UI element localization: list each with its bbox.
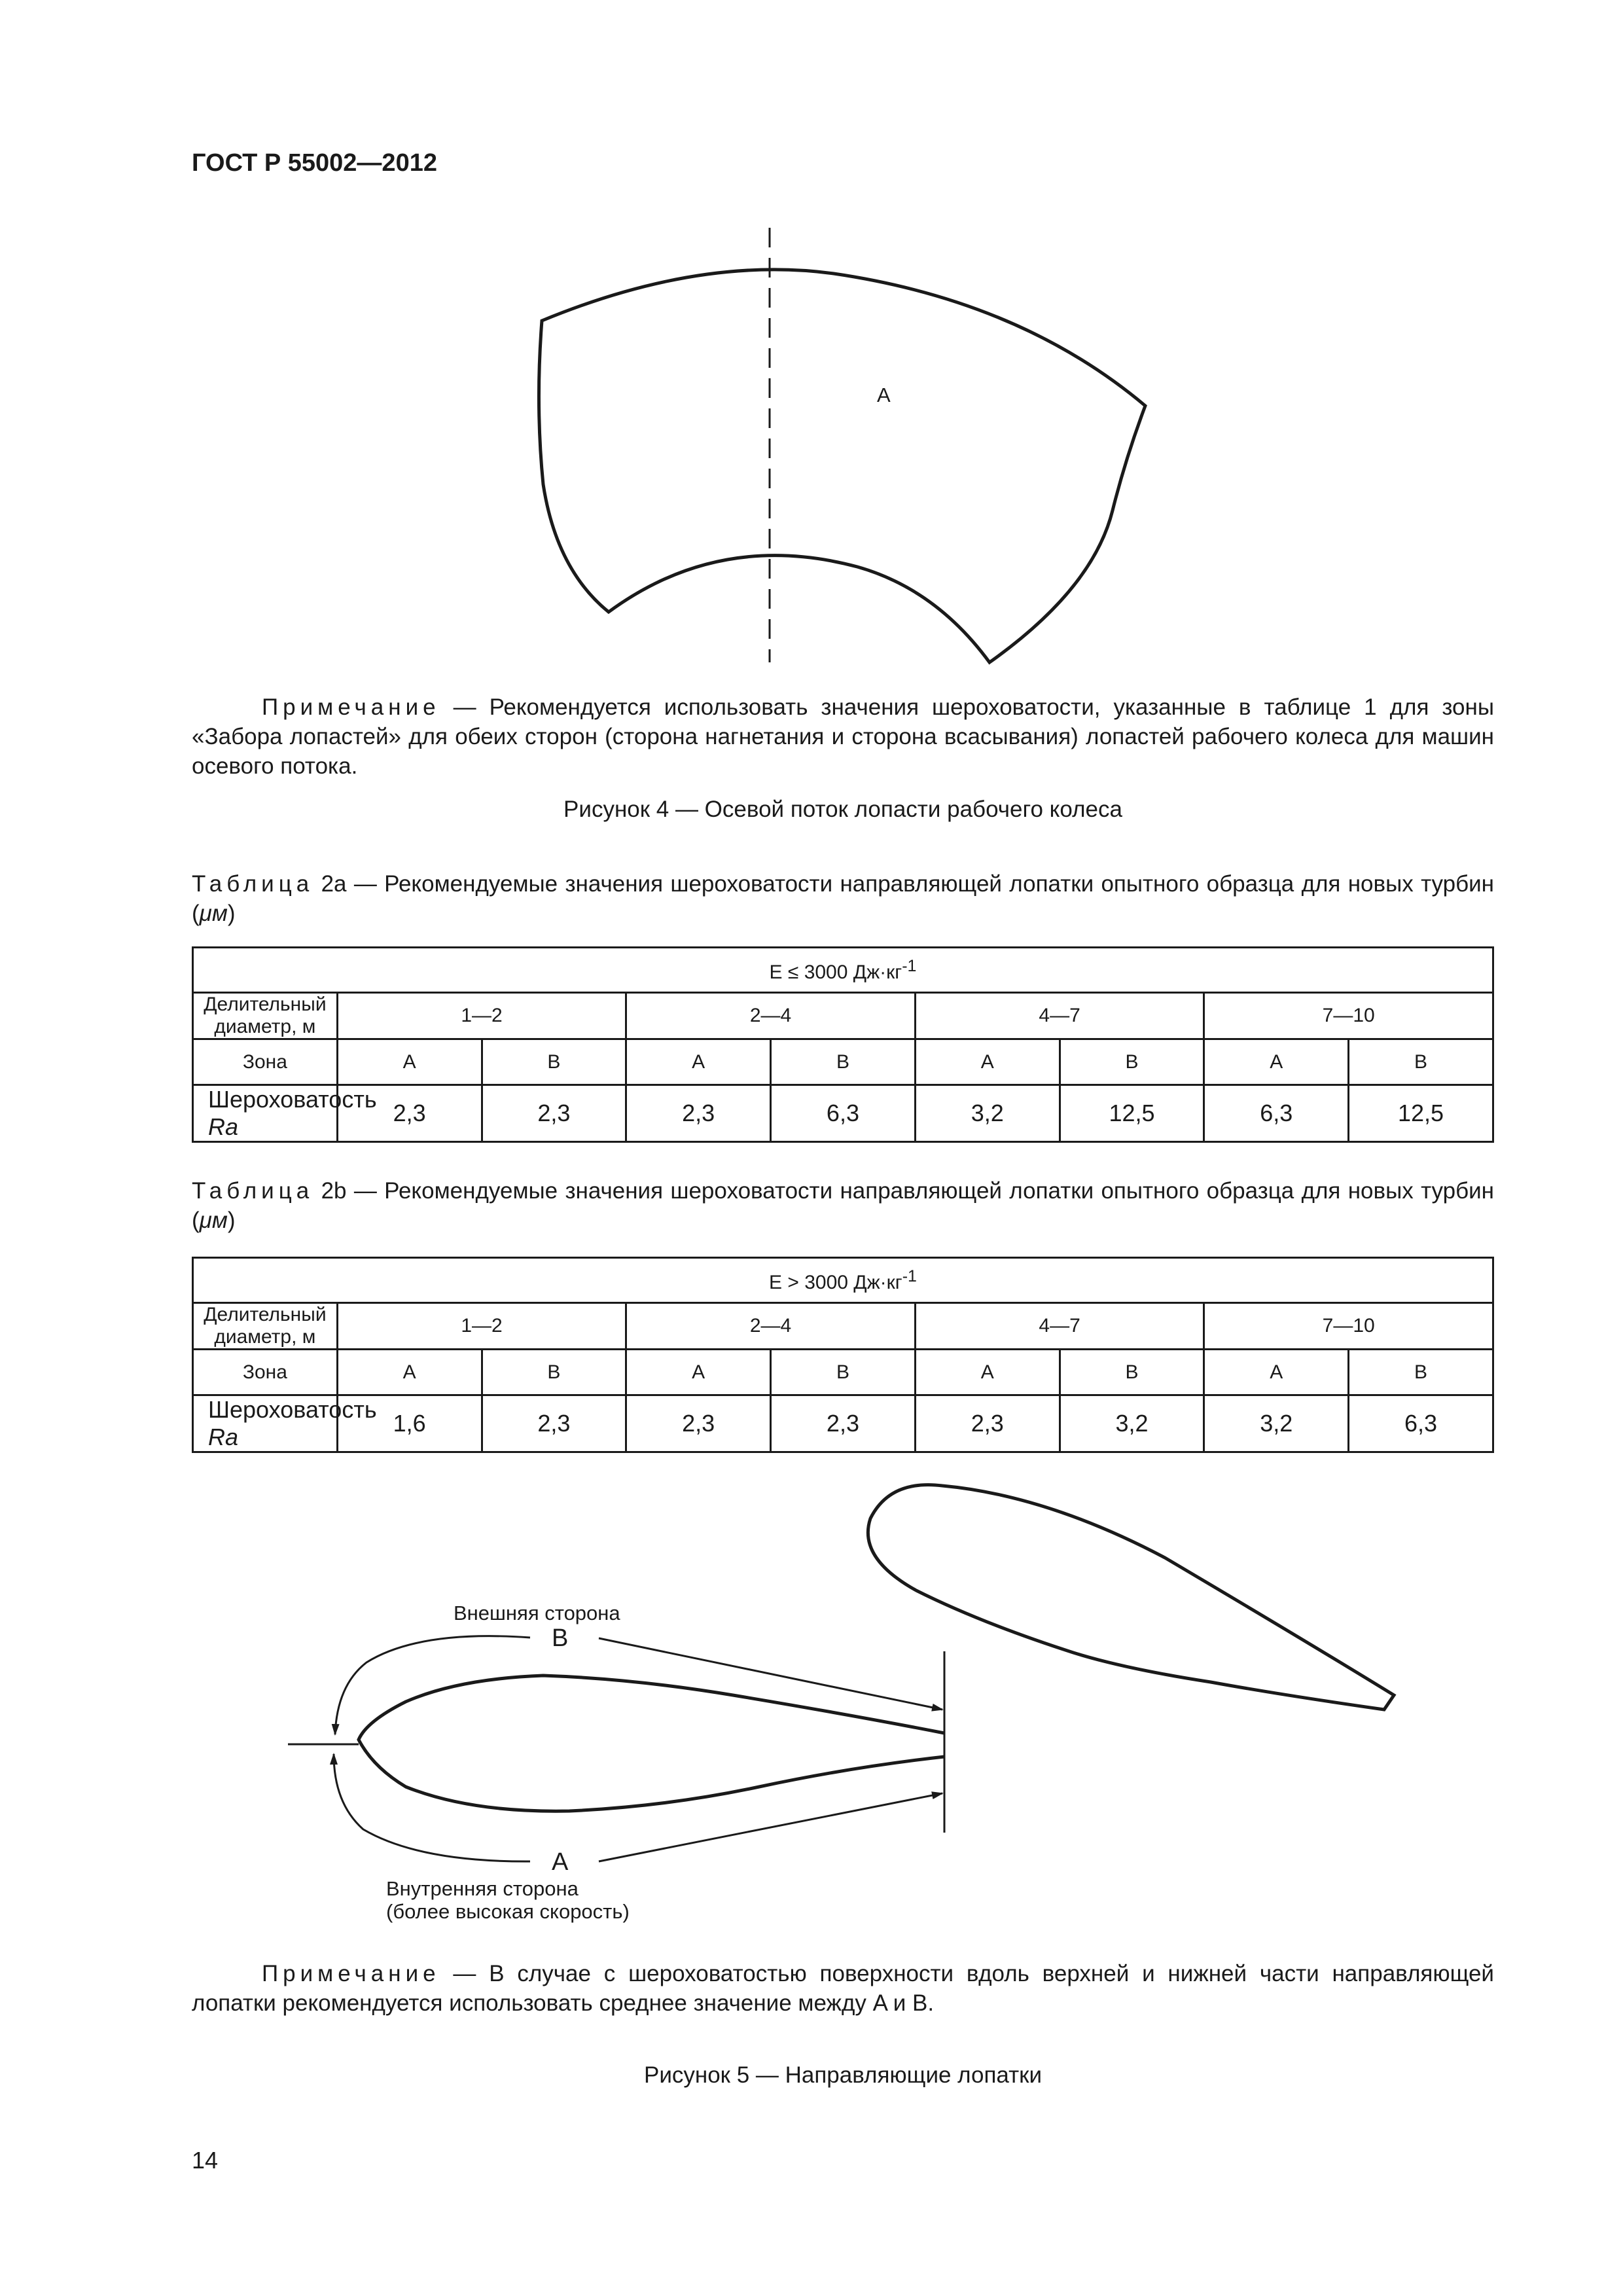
roughness-value: 6,3: [1349, 1395, 1493, 1452]
figure4-drawing: [0, 0, 1623, 720]
impeller-blade-outline: [539, 270, 1145, 662]
diameter-label: Делительный диаметр, м: [193, 993, 338, 1039]
outer-side-label: Внешняя сторона: [454, 1602, 620, 1624]
title-end: ): [227, 1208, 236, 1233]
figure5-caption: Рисунок 5 — Направляющие лопатки: [643, 2062, 1043, 2088]
zone-cell: A: [626, 1350, 771, 1395]
roughness-value: 2,3: [626, 1085, 771, 1142]
document-header: ГОСТ Р 55002—2012: [192, 149, 437, 177]
arrow-b-leading: [335, 1636, 530, 1734]
energy-label: E > 3000 Дж·кг: [769, 1271, 902, 1293]
table-2b: [192, 1257, 1494, 1453]
roughness-word: Шероховатость: [208, 1086, 377, 1113]
diameter-cell: 4—7: [915, 1303, 1204, 1350]
energy-header: [193, 948, 1493, 993]
figure4-note: [192, 692, 1494, 781]
diameter-label: Делительный диаметр, м: [193, 1303, 338, 1350]
zone-label: Зона: [193, 1039, 338, 1085]
diameter-cell: 2—4: [626, 993, 916, 1039]
figure4-caption: Рисунок 4 — Осевой поток лопасти рабочего колеса: [563, 797, 1122, 822]
roughness-value: 12,5: [1060, 1085, 1204, 1142]
table-title-text: 2a — Рекомендуемые значения шероховатости направляющей лопатки опытного образца для новых турбин (: [192, 871, 1494, 926]
zone-cell: B: [1349, 1350, 1493, 1395]
unit: μм: [199, 901, 228, 926]
roughness-label: [193, 1395, 377, 1452]
roughness-value: 1,6: [337, 1395, 482, 1452]
diameter-cell: 1—2: [337, 1303, 626, 1350]
table2b-title: [192, 1176, 1494, 1235]
roughness-value: 2,3: [482, 1395, 626, 1452]
figure5-note: [192, 1959, 1494, 2018]
diameter-cell: 1—2: [337, 993, 626, 1039]
zone-cell: A: [915, 1039, 1060, 1085]
table-title-text: 2b — Рекомендуемые значения шероховатости направляющей лопатки опытного образца для новых турбин (: [192, 1178, 1494, 1233]
roughness-value: 3,2: [1204, 1395, 1349, 1452]
diameter-cell: 4—7: [915, 993, 1204, 1039]
table-word: Таблица: [192, 1178, 314, 1204]
zone-cell: B: [771, 1350, 916, 1395]
zone-cell: B: [1060, 1350, 1204, 1395]
note-text: — Рекомендуется использовать значения шероховатости, указанные в таблице 1 для зоны «Забора лопастей» для обеих сторон (сторона нагнетания и сторона всасывания) лопастей рабочего колеса для машин осевого потока.: [192, 694, 1494, 779]
guide-vane-section: [359, 1676, 944, 1811]
roughness-value: 2,3: [337, 1085, 482, 1142]
zone-label: Зона: [193, 1350, 338, 1395]
roughness-value: 6,3: [771, 1085, 916, 1142]
inner-side-letter: A: [552, 1848, 569, 1876]
roughness-value: 2,3: [626, 1395, 771, 1452]
title-end: ): [227, 901, 236, 926]
zone-cell: B: [1060, 1039, 1204, 1085]
zone-cell: A: [1204, 1350, 1349, 1395]
note-text: — В случае с шероховатостью поверхности вдоль верхней и нижней части направляющей лопатки рекомендуется использовать среднее значение между A и B.: [192, 1961, 1494, 2016]
unit: μм: [199, 1208, 228, 1233]
note-word: Примечание: [262, 1961, 440, 1986]
zone-cell: A: [337, 1350, 482, 1395]
roughness-value: 3,2: [1060, 1395, 1204, 1452]
figure5-drawing: [0, 1466, 1623, 1937]
roughness-label: [193, 1085, 377, 1142]
roughness-value: 6,3: [1204, 1085, 1349, 1142]
zone-cell: A: [337, 1039, 482, 1085]
diameter-cell: 2—4: [626, 1303, 916, 1350]
guide-vane-upper: [868, 1485, 1394, 1710]
inner-side-sublabel: (более высокая скорость): [386, 1900, 630, 1923]
energy-exponent: -1: [902, 1266, 917, 1285]
zone-cell: A: [915, 1350, 1060, 1395]
zone-cell: B: [482, 1350, 626, 1395]
diameter-cell: 7—10: [1204, 993, 1493, 1039]
figure4-zone-label: A: [877, 384, 891, 406]
energy-exponent: -1: [902, 956, 917, 975]
ra-symbol: Ra: [208, 1113, 239, 1140]
table-word: Таблица: [192, 871, 314, 897]
table2a-title: [192, 869, 1494, 928]
roughness-value: 2,3: [482, 1085, 626, 1142]
diameter-cell: 7—10: [1204, 1303, 1493, 1350]
ra-symbol: Ra: [208, 1424, 239, 1450]
zone-cell: A: [626, 1039, 771, 1085]
roughness-value: 2,3: [771, 1395, 916, 1452]
note-word: Примечание: [262, 694, 440, 720]
table-2a: [192, 946, 1494, 1143]
zone-cell: A: [1204, 1039, 1349, 1085]
zone-cell: B: [482, 1039, 626, 1085]
roughness-value: 2,3: [915, 1395, 1060, 1452]
roughness-value: 12,5: [1349, 1085, 1493, 1142]
page-number: 14: [192, 2147, 219, 2174]
outer-side-letter: B: [552, 1624, 569, 1652]
zone-cell: B: [1349, 1039, 1493, 1085]
roughness-word: Шероховатость: [208, 1396, 377, 1423]
energy-header: [193, 1258, 1493, 1303]
energy-label: E ≤ 3000 Дж·кг: [769, 961, 902, 983]
arrow-b-trailing: [599, 1638, 942, 1710]
roughness-value: 3,2: [915, 1085, 1060, 1142]
inner-side-label: Внутренняя сторона: [386, 1877, 579, 1900]
zone-cell: B: [771, 1039, 916, 1085]
